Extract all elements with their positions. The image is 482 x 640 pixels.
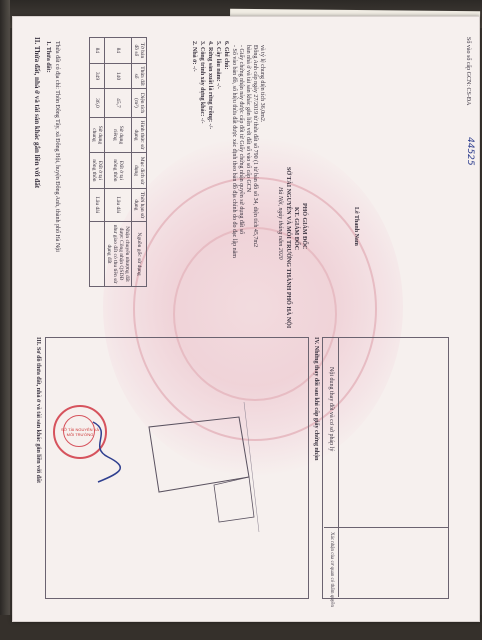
desk-surface-left: [0, 0, 10, 640]
cell: Nhận chuyển nhượng đất được Công nhận QSDĐ như giao đất có thu tiền sử dụng đất: [105, 222, 132, 287]
changes-table: [322, 337, 449, 599]
note-line: và tỷ lệ chung diện tích 36,0m2.: [259, 45, 265, 123]
handwritten-signature: [83, 417, 133, 487]
cell: 84: [105, 38, 132, 64]
header-area: Diện tích (m²): [132, 89, 147, 117]
cell: 349: [90, 63, 105, 88]
table-row: [105, 38, 132, 287]
cell: Lâu dài: [105, 188, 132, 221]
section2-subtitle: 1. Thửa đất:: [45, 41, 51, 73]
item-house: 2. Nhà ở: -/-: [191, 41, 197, 72]
header-map-sheet: Tờ bản đồ số: [132, 38, 147, 64]
cell: Đất ở tại nông thôn: [105, 153, 132, 189]
issue-date: Hà Nội, ngày tháng năm 2020: [277, 187, 283, 260]
cell: Sử dụng chung: [90, 117, 105, 152]
item-perennial: 5. Cây lâu năm: -/-: [215, 41, 221, 89]
cell: 45,7: [105, 89, 132, 117]
stamp-text: SỞ TÀI NGUYÊN VÀ MÔI TRƯỜNG: [60, 427, 100, 437]
item-other-construction: 3. Công trình xây dựng khác: -/-: [199, 41, 205, 124]
adjacent-parcel: [214, 477, 254, 522]
cell: 140: [105, 63, 132, 88]
rotated-content: [13, 17, 479, 621]
header-parcel-no: Thửa đất số: [132, 63, 147, 88]
cell: Lâu dài: [90, 188, 105, 221]
header-term: Thời hạn sử dụng: [132, 188, 147, 221]
land-certificate-page: [12, 16, 480, 622]
parcel-diagram: [129, 397, 279, 537]
issuing-agency: SỞ TÀI NGUYÊN VÀ MÔI TRƯỜNG THÀNH PHỐ HÀ NỘI: [285, 167, 291, 329]
note-line: Đông Anh cấp ngày 27/2019 từ thửa đất số 790 (1 từ bản đồ số 34, diện tích 45,7m2: [252, 45, 258, 248]
land-parcel-table: [89, 37, 147, 287]
address-value: Thôn Đông Tây, xã Đông Hội, huyện Đông Anh, thành phố Hà Nội: [54, 90, 60, 252]
signature-stroke: [93, 422, 120, 482]
road-line: [244, 402, 259, 532]
item-notes: 6. Ghi chú:: [223, 41, 229, 70]
section2-title: II. Thửa đất, nhà ở và tài sản khác gắn liền với đất: [33, 37, 41, 189]
cell: Sử dụng riêng: [105, 117, 132, 152]
item-forest: 4. Rừng sản xuất là rừng trồng: -/-: [207, 41, 213, 130]
header-purpose: Mục đích sử dụng: [132, 153, 147, 189]
deputy-director: PHÓ GIÁM ĐỐC: [301, 203, 307, 250]
header-usage-form: Hình thức sử dụng: [132, 117, 147, 152]
note-line: - Giấy chứng nhận này được cấp đổi từ Giấy chứng nhận quyền sử dụng đất số: [238, 45, 244, 235]
kt-director: KT. GIÁM ĐỐC: [293, 207, 299, 251]
table-row: [90, 38, 105, 287]
cell: [90, 222, 105, 287]
section3-title: III. Sơ đồ thửa đất, nhà ở và tài sản khác gắn liền với đất: [35, 337, 41, 483]
cell: 36,0: [90, 89, 105, 117]
register-number: 44525: [465, 137, 475, 166]
changes-header-line: [338, 337, 339, 597]
header-origin: Nguồn gốc sử dụng: [132, 222, 147, 287]
table-header-row: [132, 38, 147, 287]
changes-confirm-header: Xác nhận của cơ quan có thẩm quyền: [329, 532, 334, 607]
register-label: Số vào sổ cấp GCN: CS-ĐA: [465, 37, 471, 106]
signer-name: Lê Thanh Nam: [353, 207, 359, 246]
changes-content-header: Nội dung thay đổi và cơ sở pháp lý: [328, 367, 334, 452]
address-label: Thửa đất có địa chỉ: Thôn Đông Tây, xã Đông Hội, huyện Đông Anh, thành phố Hà Nội: [54, 41, 60, 252]
changes-divider: [324, 527, 449, 528]
note-line: - Số vào bản đồ, số hiệu thửa đất được xác định theo bản đồ địa chính do đo đạc lập năm: [231, 45, 237, 258]
cell: Đất ở tại nông thôn: [90, 153, 105, 189]
cell: 84: [90, 38, 105, 64]
note-line: bàn nhà ở và tài sản khác gắn liền với đất số vào sổ cấp GCN: [245, 45, 251, 193]
section4-title: IV. Những thay đổi sau khi cấp giấy chứng nhận: [313, 337, 319, 461]
